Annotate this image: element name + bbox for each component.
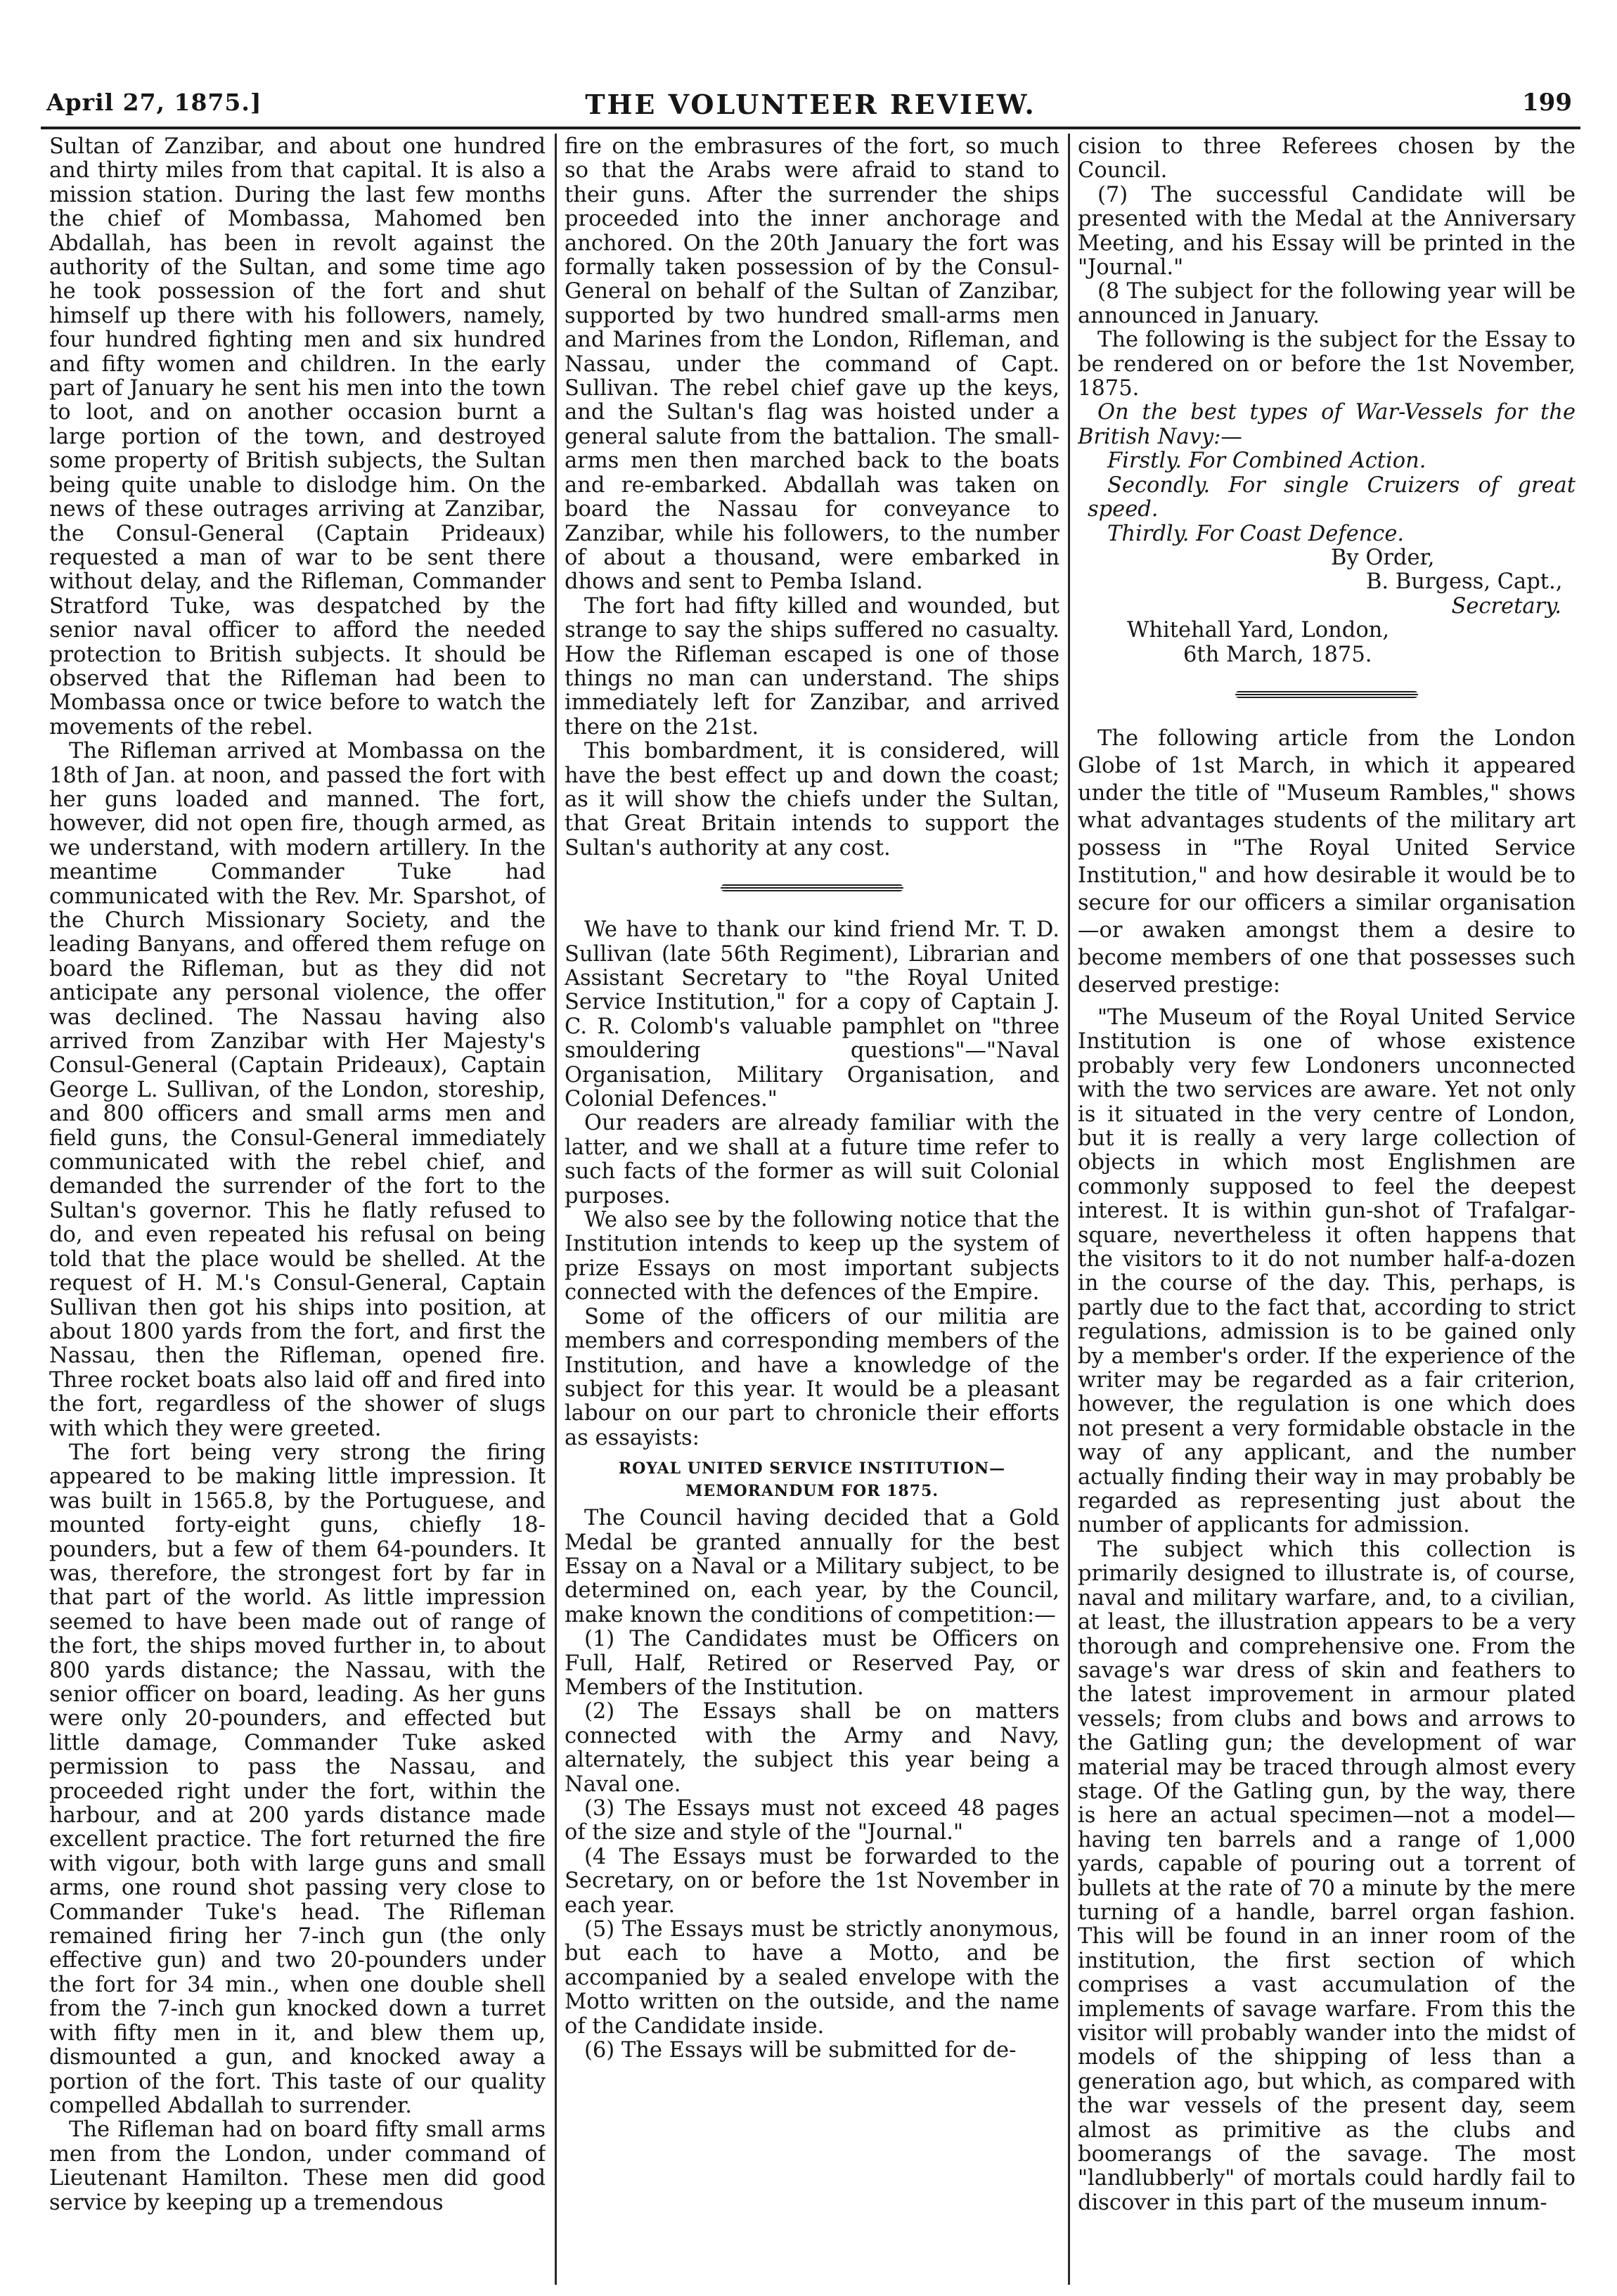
masthead-title: THE VOLUNTEER REVIEW. <box>585 89 1036 120</box>
page-number: 199 <box>1522 89 1572 117</box>
column-3 <box>1078 135 1576 2285</box>
memo-heading: ROYAL UNITED SERVICE INSTITUTION—MEMORANDUM FOR 1875. <box>618 1459 1006 1501</box>
condition-item: (3) The Essays must not exceed 48 pages of the size and style of the "Journal." <box>565 1796 1059 1845</box>
paragraph: fire on the embrasures of the fort, so much so that the Arabs were afraid to stand to their guns. After the surrender the ships proceeded into the inner anchorage and anchored. On the 20th January the fort was formally taken possession of by the Consul-General on behalf of the Sultan of Zanzibar, supported by two hundred small-arms men and Marines from the London, Rifleman, and Nassau, under the command of Capt. Sullivan. The rebel chief gave up the keys, and the Sultan's flag was hoisted under a general salute from the battalion. The small-arms men then marched back to the boats and re-embarked. Abdallah was taken on board the Nassau for conveyance to Zanzibar, while his followers, to the number of about a thousand, were embarked in dhows and sent to Pemba Island. <box>565 135 1059 595</box>
paragraph: Our readers are already familiar with the latter, and we shall at a future time refer to such facts of the former as will suit Colonial purposes. <box>565 1111 1059 1208</box>
condition-item: (1) The Candidates must be Officers on Full, Half, Retired or Reserved Pay, or Members of the Institution. <box>565 1627 1059 1700</box>
place: Whitehall Yard, London, <box>1127 618 1390 643</box>
paragraph: The subject which this collection is primarily designed to illustrate is, of course, naval and military warfare, and, to a civilian, at least, the illustration appears to be a very thorough and comprehensive one. From the savage's war dress of skin and feathers to the latest improvement in armour plated vessels; from clubs and bows and arrows to the Gatling gun; the development of war material may be traced through almost every stage. Of the Gatling gun, by the way, there is here an actual specimen—not a model—having ten barrels and a range of 1,000 yards, capable of pouring out a torrent of bullets at the rate of 70 a minute by the mere turning of a handle, barrel organ fashion. This will be found in an inner room of the institution, the first section of which comprises a vast accumulation of the implements of savage warfare. From this the visitor will probably wander into the midst of models of the shipping of less than a generation ago, but which, as compared with the war vessels of the present day, seem almost as primitive as the clubs and boomerangs of the savage. The most "landlubberly" of mortals could hardly fail to discover in this part of the museum innum- <box>1078 1537 1576 2215</box>
column-2 <box>565 135 1059 2285</box>
section-divider <box>565 877 1059 898</box>
essay-subject: On the best types of War-Vessels for the British Navy:— <box>1078 400 1576 449</box>
condition-item: (2) The Essays shall be on matters connected with the Army and Navy, alternately, the subject this year being a Naval one. <box>565 1699 1059 1797</box>
paragraph: We have to thank our kind friend Mr. T. D. Sullivan (late 56th Regiment), Librarian and Assistant Secretary to "the Royal United Service Institution," for a copy of Captain J. C. R. Colomb's valuable pamphlet on "three smouldering questions"—"Naval Organisation, Military Organisation, and Colonial Defences." <box>565 917 1059 1112</box>
condition-item: (7) The successful Candidate will be presented with the Medal at the Anniversary Meeting, and his Essay will be printed in the "Journal." <box>1078 182 1576 280</box>
signature-title: Secretary. <box>1451 593 1561 619</box>
paragraph: The fort had fifty killed and wounded, but strange to say the ships suffered no casualty. How the Rifleman escaped is one of those things no man can understand. The ships immediately left for Zanzibar, and arrived there on the 21st. <box>565 593 1059 740</box>
type-item: Secondly. For single Cruizers of great speed. <box>1088 472 1576 522</box>
paragraph: cision to three Referees chosen by the Council. <box>1078 135 1576 183</box>
paragraph: The following article from the London Globe of 1st March, in which it appeared under the title of "Museum Rambles," shows what advantages students of the military art possess in "The Royal United Service Institution," and how desirable it would be to secure for our officers a similar organisation—or awaken amongst them a desire to become members of one that possesses such deserved prestige: <box>1078 725 1576 998</box>
paragraph: The Council having decided that a Gold Medal be granted annually for the best Essay on a Naval or a Military subject, to be determined on, each year, by the Council, make known the conditions of competition:— <box>565 1506 1059 1627</box>
page-header <box>41 83 1580 129</box>
paragraph: We also see by the following notice that the Institution intends to keep up the system of prize Essays on most important subjects connected with the defences of the Empire. <box>565 1208 1059 1305</box>
column-rule <box>1068 134 1070 2285</box>
condition-item: (4 The Essays must be forwarded to the Secretary, on or before the 1st November in each year. <box>565 1844 1059 1918</box>
condition-item: (5) The Essays must be strictly anonymous, but each to have a Motto, and be accompanied by a sealed envelope with the Motto written on the outside, and the name of the Candidate inside. <box>565 1917 1059 2039</box>
paragraph: Sultan of Zanzibar, and about one hundred and thirty miles from that capital. It is also a mission station. During the last few months the chief of Mombassa, Mahomed ben Abdallah, has been in revolt against the authority of the Sultan, and some time ago he took possession of the fort and shut himself up there with his followers, namely, four hundred fighting men and six hundred and fifty women and children. In the early part of January he sent his men into the town to loot, and on another occasion burnt a large portion of the town, and destroyed some property of British subjects, the Sultan being quite unable to dislodge him. On the news of these outrages arriving at Zanzibar, the Consul-General (Captain Prideaux) requested a man of war to be sent there without delay, and the Rifleman, Commander Stratford Tuke, was despatched by the senior naval officer to afford the needed protection to British subjects. It should be observed that the Rifleman had been to Mombassa once or twice before to watch the movements of the rebel. <box>49 135 546 740</box>
type-item: Thirdly. For Coast Defence. <box>1107 521 1405 546</box>
signature-name: B. Burgess, Capt., <box>1366 569 1563 595</box>
type-item: Firstly. For Combined Action. <box>1107 449 1426 474</box>
condition-item: (8 The subject for the following year will be announced in January. <box>1078 279 1576 328</box>
by-order: By Order, <box>1331 545 1435 570</box>
dateline: 6th March, 1875. <box>1183 642 1372 667</box>
column-rule <box>555 134 557 2285</box>
paragraph: Some of the officers of our militia are members and corresponding members of the Institution, and have a knowledge of the subject for this year. It would be a pleasant labour on our part to chronicle their efforts as essayists: <box>565 1304 1059 1450</box>
column-1 <box>49 135 546 2285</box>
issue-date: April 27, 1875.] <box>46 89 262 116</box>
condition-item: (6) The Essays will be submitted for de- <box>584 2038 1017 2063</box>
paragraph: The fort being very strong the firing appeared to be making little impression. It was built in 1565.8, by the Portuguese, and mounted forty-eight guns, chiefly 18-pounders, but a few of them 64-pounders. It was, therefore, the strongest fort by far in that part of the world. As little impression seemed to have been made out of range of the fort, the ships moved further in, to about 800 yards distance; the Nassau, with the senior officer on board, leading. As her guns were only 20-pounders, and effected but little damage, Commander Tuke asked permission to pass the Nassau, and proceeded right under the fort, within the harbour, and at 200 yards distance made excellent practice. The fort returned the fire with vigour, both with large guns and small arms, one round shot passing very close to Commander Tuke's head. The Rifleman remained firing her 7-inch gun (the only effective gun) and two 20-pounders under the fort for 34 min., when one double shell from the 7-inch gun knocked down a turret with fifty men in it, and blew them up, dismounted a gun, and knocked away a portion of the fort. This taste of our quality compelled Abdallah to surrender. <box>49 1440 546 2118</box>
section-divider <box>1078 684 1576 705</box>
paragraph: The Rifleman had on board fifty small arms men from the London, under command of Lieutenant Hamilton. These men did good service by keeping up a tremendous <box>49 2117 546 2215</box>
paragraph: The Rifleman arrived at Mombassa on the 18th of Jan. at noon, and passed the fort with her guns loaded and manned. The fort, however, did not open fire, though armed, as we understand, with modern artillery. In the meantime Commander Tuke had communicated with the Rev. Mr. Sparshot, of the Church Missionary Society, and the leading Banyans, and offered them refuge on board the Rifleman, but as they did not anticipate any personal violence, the offer was declined. The Nassau having also arrived from Zanzibar with Her Majesty's Consul-General (Captain Prideaux), Captain George L. Sullivan, of the London, storeship, and 800 officers and small arms men and field guns, the Consul-General immediately communicated with the rebel chief, and demanded the surrender of the fort to the Sultan's governor. This he flatly refused to do, and even repeated his refusal on being told that the place would be shelled. At the request of H. M.'s Consul-General, Captain Sullivan then got his ships into position, at about 1800 yards from the fort, and first the Nassau, then the Rifleman, opened fire. Three rocket boats also laid off and fired into the fort, regardless of the shower of slugs with which they were greeted. <box>49 739 546 1441</box>
paragraph: "The Museum of the Royal United Service Institution is one of whose existence probably very few Londoners unconnected with the two services are aware. Yet not only is it situated in the very centre of London, but it is really a very large collection of objects in which most Englishmen are commonly supposed to feel the deepest interest. It is within gun-shot of Trafalgar-square, nevertheless it often happens that the visitors to it do not number half-a-dozen in the course of the day. This, perhaps, is partly due to the fact that, according to strict regulations, admission is to be gained only by a member's order. If the experience of the writer may be regarded as a fair criterion, however, the regulation is one which does not present a very formidable obstacle in the way of any applicant, and the number actually finding their way in may probably be regarded as representing just about the number of applicants for admission. <box>1078 1005 1576 1538</box>
paragraph: This bombardment, it is considered, will have the best effect up and down the coast; as it will show the chiefs under the Sultan, that Great Britain intends to support the Sultan's authority at any cost. <box>565 739 1059 860</box>
paragraph: The following is the subject for the Essay to be rendered on or before the 1st November, 1875. <box>1078 328 1576 401</box>
